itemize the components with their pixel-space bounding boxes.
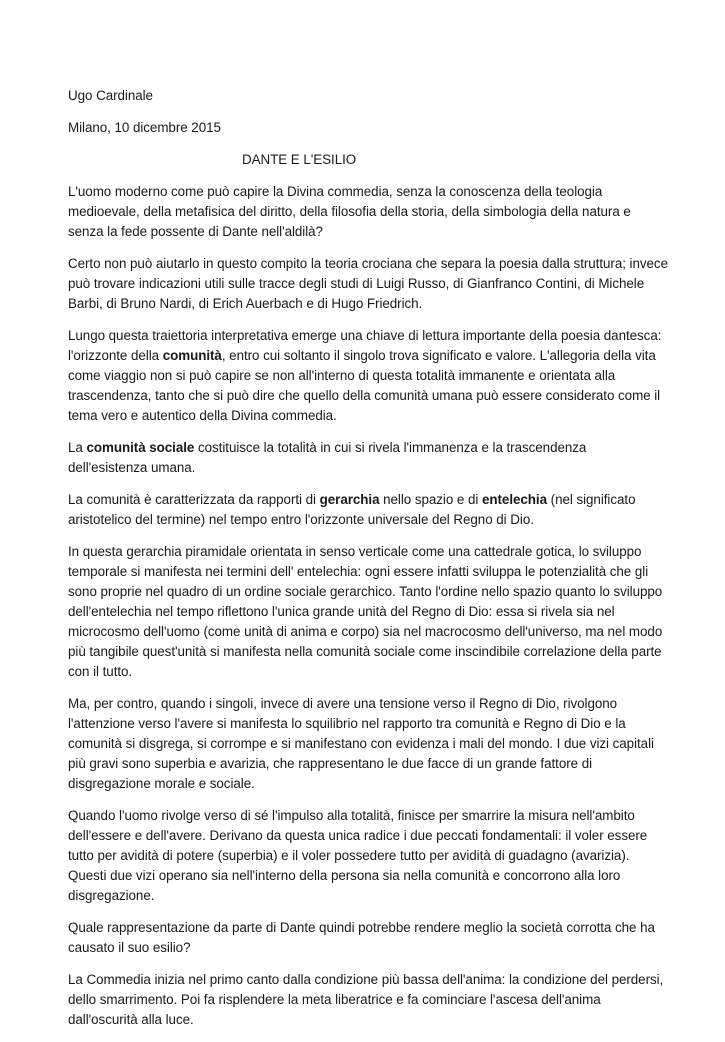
paragraph-5-text-a: La comunità è caratterizzata da rapporti di: [68, 492, 320, 507]
paragraph-9: Quale rappresentazione da parte di Dante quindi potrebbe rendere meglio la società corrotta che ha causato il suo esilio?: [68, 920, 655, 955]
author-name: Ugo Cardinale: [68, 88, 153, 103]
paragraph-4-text-c: costituisce la totalità in cui si rivela l'immanenza e la trascendenza dell'esistenza umana.: [68, 440, 587, 475]
paragraph-4-bold-comunita-sociale: comunità sociale: [86, 440, 195, 455]
paragraph-5-text-c: nello spazio e di: [379, 492, 482, 507]
paragraph-1: L'uomo moderno come può capire la Divina commedia, senza la conoscenza della teologia medioevale, della metafisica del diritto, della filosofia della storia, della simbologia della natura e senza la fede possente di Dante nell'aldilà?: [68, 184, 631, 239]
paragraph-6: In questa gerarchia piramidale orientata in senso verticale come una cattedrale gotica, lo sviluppo temporale si manifesta nei termini dell' entelechia: ogni essere infatti sviluppa le potenzialità che gli sono proprie nel quadro di un ordine sociale gerarchico. Tanto l'ordine nello spazio quanto lo sviluppo dell'entelechia nel tempo riflettono l'unica grande unità del Regno di Dio: essa si rivela sia nel microcosmo dell'uomo (come unità di anima e corpo) sia nel macrocosmo dell'universo, ma nel modo più tangibile quest'unità si manifesta nella comunità sociale come inscindibile correlazione della parte con il tutto.: [68, 544, 663, 679]
paragraph-3: [68, 326, 668, 426]
paragraph-4: [68, 438, 668, 478]
paragraph-5: [68, 490, 668, 530]
paragraph-3-text-a: Lungo questa traiettoria interpretativa emerge una chiave di lettura importante della poesia dantesca: l'orizzonte della: [68, 328, 662, 363]
paragraph-5-bold-gerarchia: gerarchia: [319, 492, 380, 507]
paragraph-3-text-c: , entro cui soltanto il singolo trova significato e valore. L'allegoria della vita come viaggio non si può capire se non all'interno di questa totalità immanente e orientata alla trascendenza, tanto che si può dire che quello della comunità umana può essere considerato come il tema vero e autentico della Divina commedia.: [68, 348, 661, 423]
paragraph-8: Quando l'uomo rivolge verso di sé l'impulso alla totalità, finisce per smarrire la misura nell'ambito dell'essere e dell'avere. Derivano da questa unica radice i due peccati fondamentali: il voler essere tutto per avidità di potere (superbia) e il voler possedere tutto per avidità di guadagno (avarizia). Questi due vizi operano sia nell'interno della persona sia nella comunità e concorrono alla loro disgregazione.: [68, 808, 648, 903]
document-title: DANTE E L'ESILIO: [242, 152, 357, 167]
paragraph-10: La Commedia inizia nel primo canto dalla condizione più bassa dell'anima: la condizione del perdersi, dello smarrimento. Poi fa risplendere la meta liberatrice e fa cominciare l'ascesa dell'anima dall'oscurità alla luce.: [68, 972, 664, 1027]
paragraph-5-bold-entelechia: entelechia: [482, 492, 547, 507]
document-page: [68, 86, 668, 1042]
place-date: Milano, 10 dicembre 2015: [68, 120, 221, 135]
paragraph-3-bold-comunita: comunità: [162, 348, 222, 363]
paragraph-2: Certo non può aiutarlo in questo compito la teoria crociana che separa la poesia dalla struttura; invece può trovare indicazioni utili sulle tracce degli studi di Luigi Russo, di Gianfranco Contini, di Michele Barbi, di Bruno Nardi, di Erich Auerbach e di Hugo Friedrich.: [68, 256, 668, 311]
paragraph-5-text-e: (nel significato aristotelico del termine) nel tempo entro l'orizzonte universale del Regno di Dio.: [68, 492, 636, 527]
paragraph-7: Ma, per contro, quando i singoli, invece di avere una tensione verso il Regno di Dio, rivolgono l'attenzione verso l'avere si manifesta lo squilibrio nel rapporto tra comunità e Regno di Dio e la comunità si disgrega, si corrompe e si manifestano con evidenza i mali del mondo. I due vizi capitali più gravi sono superbia e avarizia, che rappresentano le due facce di un grande fattore di disgregazione morale e sociale.: [68, 696, 654, 791]
paragraph-4-text-a: La: [68, 440, 87, 455]
